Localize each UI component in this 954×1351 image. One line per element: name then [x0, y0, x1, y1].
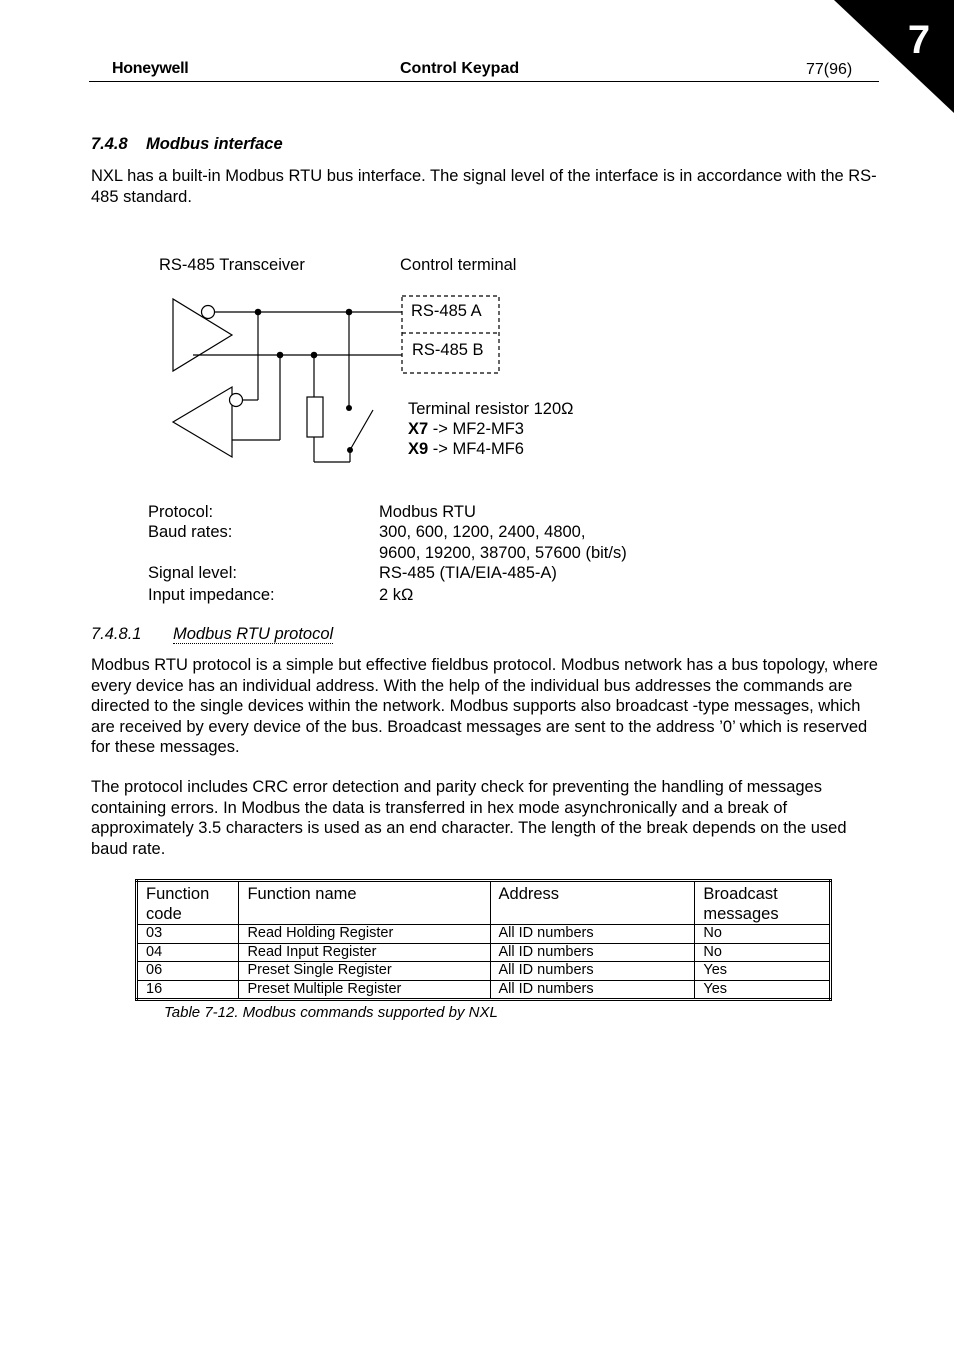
spec-label-impedance: Input impedance: — [148, 586, 275, 604]
table-cell: Yes — [695, 980, 831, 1000]
table-cell: Preset Single Register — [239, 962, 490, 981]
table-cell: 04 — [137, 943, 239, 962]
terminal-pin-a: RS-485 A — [411, 302, 482, 320]
spec-value-impedance: 2 kΩ — [379, 586, 414, 604]
table-cell: Read Input Register — [239, 943, 490, 962]
table-caption: Table 7-12. Modbus commands supported by NXL — [164, 1004, 498, 1021]
column-header: Address — [490, 881, 695, 925]
table-cell: All ID numbers — [490, 962, 695, 981]
table-row — [137, 962, 831, 981]
protocol-paragraph-1: Modbus RTU protocol is a simple but effective fieldbus protocol. Modbus network has a bus topology, where every device has an individual address. With the help of the individual bus addresses the commands are directed to the single devices within the network. Modbus supports also broadcast -type messages, which are received by every device of the bus. Broadcast messages are sent to the address ’0’ which is reserved for these messages. — [91, 656, 878, 756]
x9-note — [408, 440, 524, 459]
spec-label-baud: Baud rates: — [148, 523, 233, 541]
spec-label-signal: Signal level: — [148, 564, 237, 582]
subsection-number: 7.4.8.1 — [91, 625, 142, 643]
subsection-heading — [91, 625, 333, 644]
protocol-paragraph-2: The protocol includes CRC error detection and parity check for preventing the handling of messages containing errors. In Modbus the data is transferred in hex mode asynchronically and a break of approximately 3.5 characters is used as an end character. The length of the break depends on the used baud rate. — [91, 778, 847, 858]
header-rule — [89, 81, 879, 82]
table-header-row — [137, 881, 831, 925]
table-cell: 03 — [137, 925, 239, 944]
column-header: Function code — [137, 881, 239, 925]
table-cell: Yes — [695, 962, 831, 981]
spec-value-signal: RS-485 (TIA/EIA-485-A) — [379, 564, 557, 582]
transmitter-bubble — [202, 306, 215, 319]
receiver-bubble — [230, 394, 243, 407]
table-row — [137, 943, 831, 962]
x7-note — [408, 420, 524, 439]
x7-value: -> MF2-MF3 — [428, 420, 524, 438]
modbus-commands-table — [135, 879, 832, 1001]
subsection-title[interactable]: Modbus RTU protocol — [173, 625, 334, 643]
table-row — [137, 925, 831, 944]
table-row — [137, 980, 831, 1000]
table-cell: Preset Multiple Register — [239, 980, 490, 1000]
intro-paragraph: NXL has a built-in Modbus RTU bus interface. The signal level of the interface is in accordance with the RS-485 standard. — [91, 167, 877, 206]
table-cell: All ID numbers — [490, 943, 695, 962]
table-cell: Read Holding Register — [239, 925, 490, 944]
table-cell: 16 — [137, 980, 239, 1000]
section-heading: 7.4.8 Modbus interface — [91, 135, 283, 153]
page-number: 77(96) — [806, 61, 853, 78]
column-header: Broadcast messages — [695, 881, 831, 925]
resistor-note: Terminal resistor 120Ω — [408, 400, 574, 418]
brand-logo-text: Honeywell — [112, 60, 189, 77]
table-cell: 06 — [137, 962, 239, 981]
receiver-triangle — [173, 387, 232, 457]
table-cell: No — [695, 925, 831, 944]
x7-key: X7 — [408, 420, 429, 438]
table-cell: All ID numbers — [490, 980, 695, 1000]
spec-label-protocol: Protocol: — [148, 503, 214, 521]
column-header: Function name — [239, 881, 490, 925]
table-cell: All ID numbers — [490, 925, 695, 944]
chapter-number: 7 — [907, 18, 931, 62]
x9-key: X9 — [408, 440, 429, 458]
spec-value-baud: 300, 600, 1200, 2400, 4800, — [379, 523, 586, 541]
terminal-pin-b: RS-485 B — [412, 341, 484, 359]
table-cell: No — [695, 943, 831, 962]
x9-value: -> MF4-MF6 — [428, 440, 524, 458]
transceiver-label: RS-485 Transceiver — [159, 256, 305, 274]
spec-value-protocol: Modbus RTU — [379, 503, 476, 521]
spec-value-baud-cont: 9600, 19200, 38700, 57600 (bit/s) — [379, 544, 627, 562]
terminal-label: Control terminal — [400, 256, 517, 274]
document-title: Control Keypad — [400, 60, 520, 77]
